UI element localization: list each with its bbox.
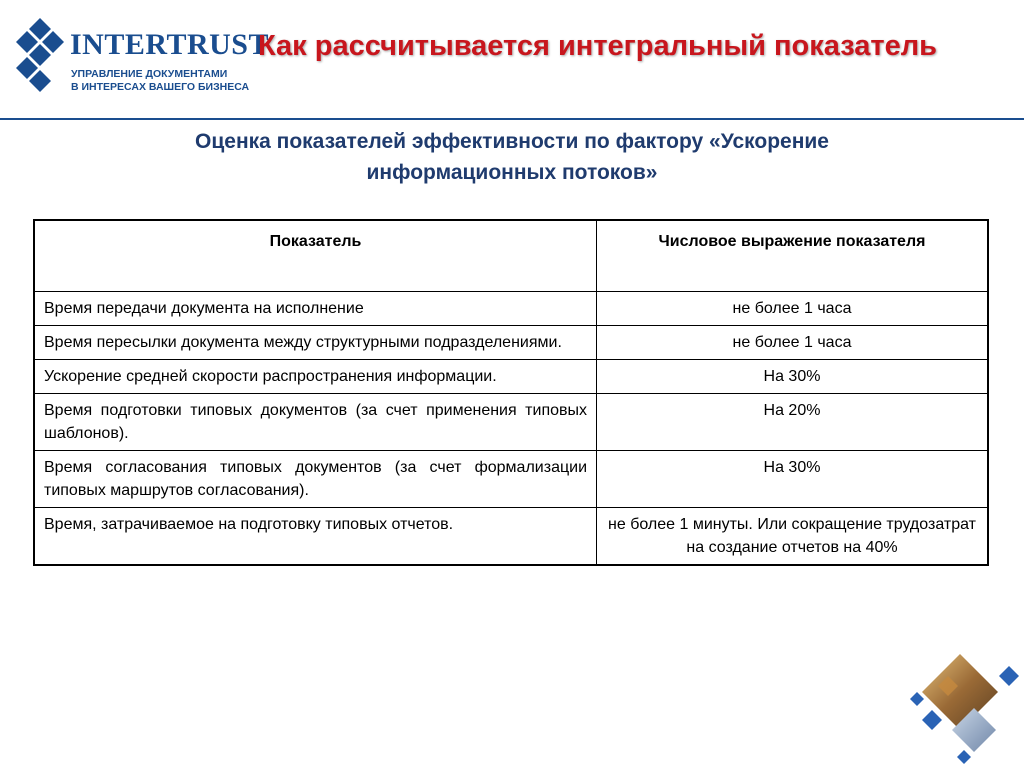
kpi-table bbox=[33, 219, 989, 566]
table-row bbox=[34, 292, 988, 326]
value-cell: На 20% bbox=[597, 394, 989, 451]
table-row bbox=[34, 360, 988, 394]
table-row bbox=[34, 508, 988, 566]
decorative-diamond-collage bbox=[908, 650, 1024, 768]
intertrust-logo bbox=[14, 18, 270, 98]
indicator-cell: Ускорение средней скорости распространения информации. bbox=[34, 360, 597, 394]
indicator-cell: Время подготовки типовых документов (за счет применения типовых шаблонов). bbox=[34, 394, 597, 451]
table-row bbox=[34, 394, 988, 451]
value-cell: На 30% bbox=[597, 360, 989, 394]
table-header-row bbox=[34, 220, 988, 292]
indicator-cell: Время пересылки документа между структурными подразделениями. bbox=[34, 326, 597, 360]
indicator-cell: Время согласования типовых документов (за счет формализации типовых маршрутов согласования). bbox=[34, 451, 597, 508]
diamond-logo-icon bbox=[14, 18, 70, 98]
value-cell: не более 1 часа bbox=[597, 292, 989, 326]
indicator-cell: Время передачи документа на исполнение bbox=[34, 292, 597, 326]
column-header-numeric-value: Числовое выражение показателя bbox=[597, 220, 989, 292]
value-cell: На 30% bbox=[597, 451, 989, 508]
value-cell: не более 1 минуты. Или сокращение трудозатрат на создание отчетов на 40% bbox=[597, 508, 989, 566]
brand-tagline-line1: УПРАВЛЕНИЕ ДОКУМЕНТАМИ bbox=[71, 68, 228, 80]
header-divider bbox=[0, 118, 1024, 120]
table-row bbox=[34, 451, 988, 508]
decorative-collage-icon bbox=[908, 650, 1024, 768]
value-cell: не более 1 часа bbox=[597, 326, 989, 360]
slide-title: Как рассчитывается интегральный показатель bbox=[258, 30, 937, 62]
column-header-indicator: Показатель bbox=[34, 220, 597, 292]
brand-tagline-line2: В ИНТЕРЕСАХ ВАШЕГО БИЗНЕСА bbox=[71, 81, 250, 93]
indicator-cell: Время, затрачиваемое на подготовку типовых отчетов. bbox=[34, 508, 597, 566]
slide-subtitle: Оценка показателей эффективности по фактору «Ускорение информационных потоков» bbox=[195, 130, 829, 184]
table-row bbox=[34, 326, 988, 360]
brand-name: INTERTRUST bbox=[70, 28, 270, 61]
